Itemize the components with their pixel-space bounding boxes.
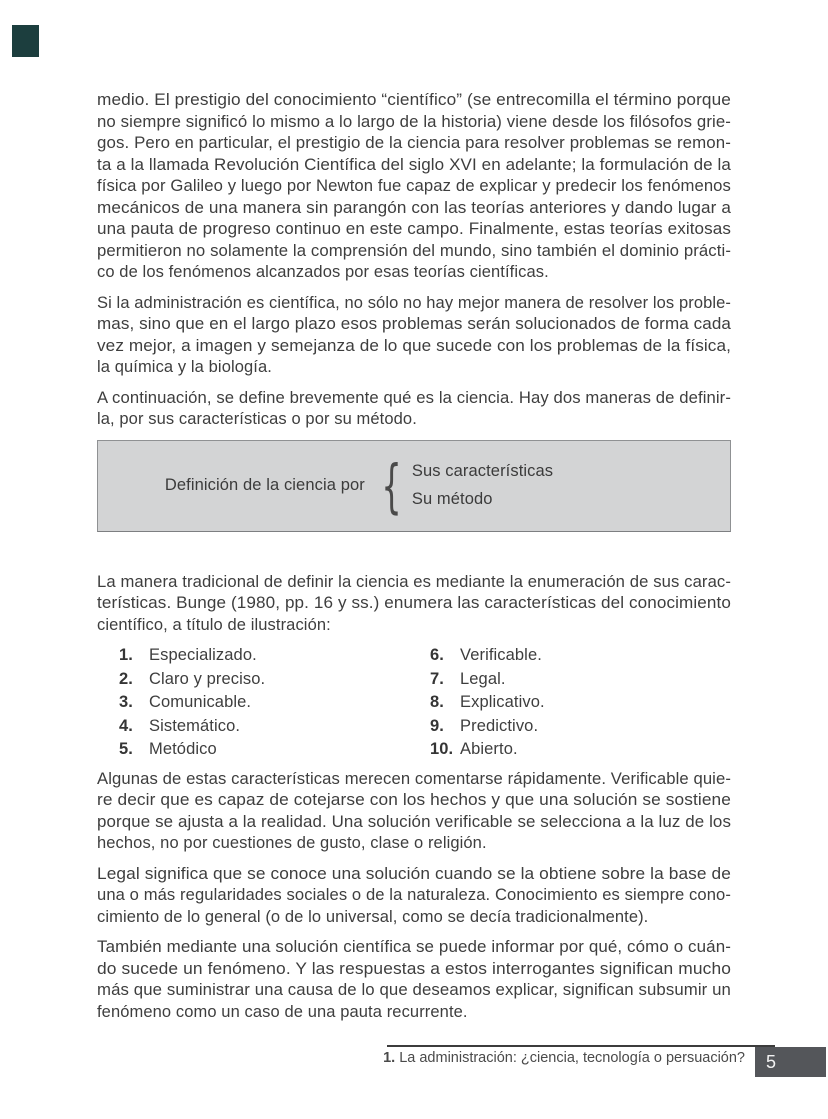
list-item-number: 5. [119, 740, 133, 758]
definition-options [412, 461, 553, 511]
footer-chapter-reference [383, 1050, 745, 1066]
list-item-number: 9. [430, 716, 444, 735]
list-item-number: 7. [430, 669, 444, 688]
text-line: no siempre significó lo mismo a lo largo de la historia) viene desde los filósofos grie- [97, 112, 731, 131]
text-line: Legal significa que se conoce una solución cuando se la obtiene sobre la base de [97, 864, 731, 883]
list-item-label: Explicativo. [460, 693, 545, 711]
list-item [119, 692, 731, 714]
list-item-label: Especializado. [149, 646, 257, 664]
list-item-number: 8. [430, 693, 444, 711]
chapter-title: La administración: ¿ciencia, tecnología o persuación? [399, 1050, 745, 1066]
text-line: la química y la biología. [97, 358, 272, 376]
text-line: mecánicos de una manera sin parangón con las teorías anteriores y dando lugar a [97, 198, 731, 217]
text-line: La manera tradicional de definir la ciencia es mediante la enumeración de sus carac- [97, 572, 731, 591]
list-item [119, 669, 731, 691]
page-footer [0, 1040, 828, 1085]
text-line: vez mejor, a imagen y semejanza de lo que sucede con los problemas de la física, [97, 336, 731, 355]
paragraph-2 [97, 293, 731, 379]
definition-box-content [164, 451, 554, 520]
text-line: gos. Pero en particular, el prestigio de la ciencia para resolver problemas se remon- [97, 134, 731, 152]
definition-label: Definición de la ciencia por [164, 475, 365, 494]
characteristics-list [97, 645, 731, 761]
footer-rule [387, 1045, 775, 1047]
list-item [430, 692, 545, 714]
list-item-number: 1. [119, 646, 133, 664]
paragraph-7 [97, 937, 731, 1023]
list-item-label: Metódico [149, 740, 217, 758]
definition-box [97, 440, 731, 532]
paragraph-6 [97, 864, 731, 929]
text-line: científico, a título de ilustración: [97, 615, 331, 634]
list-item-label: Verificable. [460, 646, 542, 664]
text-line: medio. El prestigio del conocimiento “científico” (se entrecomilla el término porque [97, 91, 731, 109]
list-item-number: 6. [430, 646, 444, 664]
list-item-label: Sistemático. [149, 716, 241, 735]
characteristics-column-1 [97, 645, 731, 761]
list-item [119, 645, 731, 667]
list-item-number: 2. [119, 669, 133, 688]
list-item-label: Abierto. [460, 740, 518, 758]
list-item-number: 4. [119, 716, 133, 735]
text-line: una o más regularidades sociales o de la naturaleza. Conocimiento es siempre cono- [97, 886, 731, 904]
text-line: la, por sus características o por su método. [97, 410, 417, 428]
list-item [119, 716, 731, 738]
text-line: También mediante una solución científica se puede informar por qué, cómo o cuán- [97, 938, 731, 956]
text-line: ta a la llamada Revolución Científica del siglo XVI en adelante; la formulación de la [97, 155, 731, 174]
text-line: Si la administración es científica, no sólo no hay mejor manera de resolver los proble- [97, 293, 731, 312]
text-line: cimiento de lo general (o de lo universal, como se decía tradicionalmente). [97, 907, 649, 926]
text-line: A continuación, se define brevemente qué es la ciencia. Hay dos maneras de definir- [97, 388, 731, 407]
list-item [430, 645, 545, 667]
text-line: do sucede un fenómeno. Y las respuestas a estos interrogantes significan mucho [97, 959, 731, 978]
list-item-number: 10. [430, 740, 454, 758]
text-line: mas, sino que en el largo plazo esos problemas serán solucionados de forma cada [97, 315, 732, 333]
definition-option-characteristics: Sus características [411, 461, 554, 480]
list-item [430, 739, 545, 761]
page-corner-marker [12, 25, 39, 57]
left-brace-glyph: { [381, 451, 402, 520]
paragraph-1 [97, 90, 731, 284]
list-item-label: Legal. [460, 669, 506, 688]
characteristics-column-2 [430, 645, 545, 761]
text-line: más que suministrar una causa de lo que deseamos explicar, significan subsumir un [97, 981, 731, 999]
page-number-badge: 5 [755, 1047, 826, 1077]
text-line: física por Galileo y luego por Newton fue capaz de explicar y predecir los fenómenos [97, 177, 731, 195]
list-item-label: Claro y preciso. [149, 669, 266, 688]
list-item-label: Predictivo. [460, 716, 539, 735]
page-text-block [97, 90, 731, 1032]
paragraph-3 [97, 388, 731, 431]
text-line: Algunas de estas características merecen comentarse rápidamente. Verificable quie- [97, 769, 731, 788]
paragraph-4 [97, 572, 731, 637]
list-item [119, 739, 731, 761]
text-line: re decir que es capaz de cotejarse con los hechos y que una solución se sostiene [97, 791, 731, 809]
text-line: fenómeno como un caso de una pauta recurrente. [97, 1002, 468, 1021]
paragraph-5 [97, 769, 731, 855]
list-item-label: Comunicable. [149, 693, 252, 711]
text-line: co de los fenómenos alcanzados por esas teorías científicas. [97, 263, 549, 281]
text-line: terísticas. Bunge (1980, pp. 16 y ss.) enumera las características del conocimiento [97, 594, 732, 612]
text-line: hechos, no por cuestiones de gusto, clase o religión. [97, 834, 487, 852]
chapter-number: 1. [383, 1050, 396, 1066]
text-line: porque se ajusta a la realidad. Una solución verificable se selecciona a la luz de los [97, 812, 731, 831]
text-line: permitieron no solamente la comprensión del mundo, sino también el dominio prácti- [97, 241, 732, 260]
list-item [430, 669, 545, 691]
definition-option-method: Su método [411, 490, 493, 508]
list-item-number: 3. [119, 693, 133, 711]
list-item [430, 716, 545, 738]
text-line: una pauta de progreso continuo en este campo. Finalmente, estas teorías exitosas [97, 220, 732, 238]
